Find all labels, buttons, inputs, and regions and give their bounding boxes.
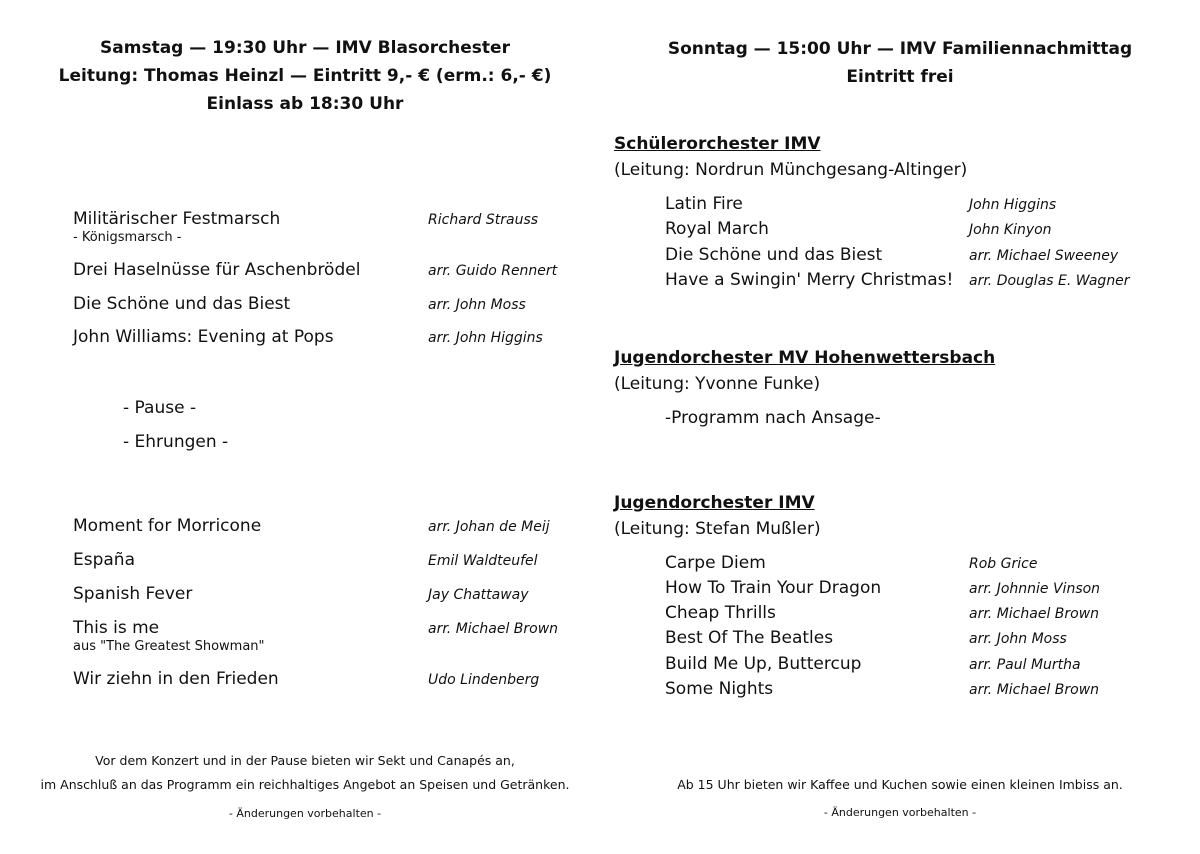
section-leitung: (Leitung: Stefan Mußler) — [614, 519, 821, 539]
piece-composer: Jay Chattaway — [428, 587, 529, 603]
sunday-column — [600, 0, 1200, 854]
piece-composer: arr. Johnnie Vinson — [969, 581, 1101, 597]
piece-composer: John Kinyon — [969, 222, 1052, 238]
changes-reserved-note: - Änderungen vorbehalten - — [228, 807, 382, 820]
saturday-header-line: Samstag — 19:30 Uhr — IMV Blasorchester — [100, 38, 510, 58]
piece-composer: arr. Douglas E. Wagner — [969, 273, 1130, 289]
saturday-footer-line: Vor dem Konzert und in der Pause bieten wir Sekt und Canapés an, — [95, 753, 515, 768]
piece-title: Wir ziehn in den Frieden — [73, 669, 279, 689]
piece-composer: arr. Michael Brown — [969, 682, 1100, 698]
section-title: Jugendorchester IMV — [614, 493, 815, 513]
piece-title: Cheap Thrills — [665, 603, 776, 623]
piece-title: John Williams: Evening at Pops — [73, 327, 334, 347]
piece-composer: arr. John Moss — [969, 631, 1067, 647]
piece-composer: arr. Paul Murtha — [969, 657, 1081, 673]
piece-composer: arr. John Moss — [428, 297, 526, 313]
piece-title: Build Me Up, Buttercup — [665, 654, 862, 674]
section-leitung: (Leitung: Yvonne Funke) — [614, 374, 821, 394]
section-title: Schülerorchester IMV — [614, 134, 821, 154]
piece-subtitle: - Königsmarsch - — [73, 230, 182, 245]
piece-title: This is me — [73, 618, 160, 638]
piece-title: Die Schöne und das Biest — [73, 294, 291, 314]
piece-subtitle: aus "The Greatest Showman" — [73, 639, 265, 654]
piece-composer: arr. John Higgins — [428, 330, 543, 346]
saturday-header-line: Leitung: Thomas Heinzl — Eintritt 9,- € (erm.: 6,- €) — [58, 66, 552, 86]
sunday-header-line: Eintritt frei — [846, 67, 954, 87]
piece-composer: Emil Waldteufel — [428, 553, 538, 569]
saturday-footer-line: im Anschluß an das Programm ein reichhaltiges Angebot an Speisen und Getränken. — [40, 777, 570, 792]
piece-composer: Udo Lindenberg — [428, 672, 540, 688]
piece-title: Spanish Fever — [73, 584, 193, 604]
section-leitung: (Leitung: Nordrun Münchgesang-Altinger) — [614, 160, 968, 180]
piece-title: Latin Fire — [665, 194, 743, 214]
piece-composer: arr. Michael Brown — [969, 606, 1100, 622]
piece-title: España — [73, 550, 135, 570]
pause-label: - Pause - — [123, 398, 197, 418]
changes-reserved-note: - Änderungen vorbehalten - — [823, 806, 977, 819]
piece-composer: Rob Grice — [969, 556, 1038, 572]
section-title: Jugendorchester MV Hohenwettersbach — [614, 348, 996, 368]
piece-title: Royal March — [665, 219, 769, 239]
piece-title: Some Nights — [665, 679, 774, 699]
piece-composer: arr. Michael Brown — [428, 621, 559, 637]
piece-composer: Richard Strauss — [428, 212, 539, 228]
piece-title: Have a Swingin' Merry Christmas! — [665, 270, 954, 290]
program-note: -Programm nach Ansage- — [665, 408, 881, 428]
piece-title: Drei Haselnüsse für Aschenbrödel — [73, 260, 361, 280]
piece-title: Best Of The Beatles — [665, 628, 834, 648]
ehrungen-label: - Ehrungen - — [123, 432, 229, 452]
piece-title: Militärischer Festmarsch — [73, 209, 281, 229]
piece-composer: arr. Johan de Meij — [428, 519, 550, 535]
piece-title: Carpe Diem — [665, 553, 766, 573]
piece-title: Die Schöne und das Biest — [665, 245, 883, 265]
sunday-header-line: Sonntag — 15:00 Uhr — IMV Familiennachmittag — [667, 39, 1133, 59]
sunday-footer-line: Ab 15 Uhr bieten wir Kaffee und Kuchen sowie einen kleinen Imbiss an. — [677, 777, 1123, 792]
piece-composer: John Higgins — [969, 197, 1057, 213]
piece-composer: arr. Guido Rennert — [428, 263, 558, 279]
piece-title: How To Train Your Dragon — [665, 578, 882, 598]
piece-composer: arr. Michael Sweeney — [969, 248, 1119, 264]
piece-title: Moment for Morricone — [73, 516, 262, 536]
saturday-header-line: Einlass ab 18:30 Uhr — [206, 94, 404, 114]
